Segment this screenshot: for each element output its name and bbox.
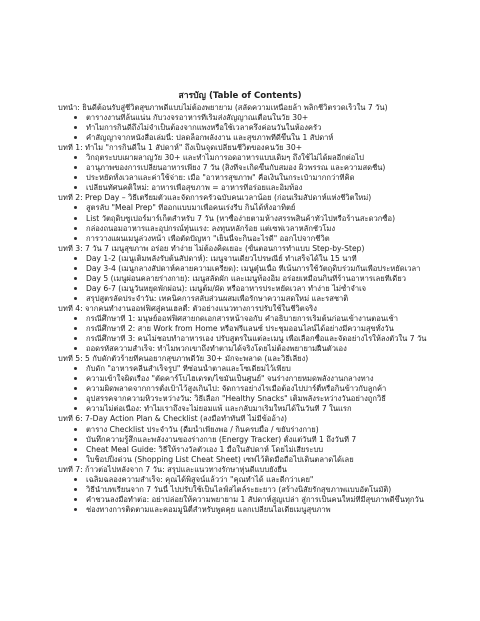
toc-item-list [0, 153, 480, 193]
toc-list-item: ใบช็อปปิ้งด่วน (Shopping List Cheat Sheet) เซฟไว้ติดมือถือไปเดินตลาดได้เลย [0, 455, 480, 465]
toc-list-item: อานุภาพของการเปลี่ยนอาหารเพียง 7 วัน (สิ่งที่จะเกิดขึ้นกับสมอง ผิวพรรณ และความสดชื่น) [0, 163, 480, 173]
toc-list-item: สรุปสูตรลัดประจำวัน: เทคนิคการสลับส่วนผสมเพื่อรักษาความสดใหม่ และรสชาติ [0, 294, 480, 304]
toc-list-item: สูตรลับ "Meal Prep" ที่ออกแบบมาเพื่อคนเร่งรีบ กินได้ทั้งอาทิตย์ [0, 203, 480, 213]
toc-list-item: คำชวนลงมือทำต่อ: อย่าปล่อยให้ความพยายาม 1 สัปดาห์สูญเปล่า สู่การเป็นคนใหม่ที่มีสุขภาพดีขึ้นทุกวัน [0, 495, 480, 505]
toc-item-list [0, 314, 480, 354]
toc-list-item: Day 5 (เมนูผ่อนคลายร่างกาย): เมนูสลัดผัก และเมนูท้องอิ่ม อร่อยเหมือนกินที่ร้านอาหารเลยทีเดียว [0, 274, 480, 284]
toc-item-list [0, 113, 480, 143]
toc-list-item: Day 3-4 (เมนูกลางสัปดาห์คลายความเครียด): เมนูตุ๋นเนื้อ ที่เน้นการใช้วัตถุดิบร่วมกันเพื่อประหยัดเวลา [0, 264, 480, 274]
toc-chapter-heading: บทที่ 7: ก้าวต่อไปหลังจาก 7 วัน: สรุปและแนวทางรักษาหุ่นดีแบบยั่งยืน [58, 464, 287, 474]
toc-list-item: ตารางงานที่ล้นแน่น กับวงจรอาหารที่เริ่มส่งสัญญาณเตือนในวัย 30+ [0, 113, 480, 123]
toc-list-item: ช่องทางการติดตามและคอมมูนิตี้สำหรับพูดคุย แลกเปลี่ยนไอเดียเมนูสุขภาพ [0, 505, 480, 515]
toc-list-item: Day 1-2 (เมนูเติมพลังรับต้นสัปดาห์): เมนูจานเดียวไปรษณีย์ ทำเสร็จได้ใน 15 นาที [0, 254, 480, 264]
toc-list-item: ตาราง Checklist ประจำวัน (ดื่มน้ำเพียงพอ / กินครบมื้อ / ขยับร่างกาย) [0, 425, 480, 435]
toc-list-item: ประหยัดทั้งเวลาและค่าใช้จ่าย: เมื่อ "อาหารสุขภาพ" คือเงินในกระเป๋ามากกว่าที่คิด [0, 173, 480, 183]
toc-list-item: Day 6-7 (เมนูวันหยุดพักผ่อน): เมนูต้ม/ผัด หรืออาหารประหยัดเวลา ทำง่าย ไม่ซ้ำจำเจ [0, 284, 480, 294]
toc-list-item: กรณีศึกษาที่ 3: คนไม่ชอบทำอาหารเอง ปรับสูตรในแต่ละเมนู เพื่อเลือกซื้อและจัดอย่างไรให้ลงตัวใน 7 วัน [0, 334, 480, 344]
toc-list-item: ทำไมการกินดีถึงไม่จำเป็นต้องจากแพงหรือใช้เวลาครึ่งค่อนวันในห้องครัว [0, 123, 480, 133]
toc-item-list [0, 203, 480, 243]
toc-list-item: ความผิดพลาดจากการตั้งเป้าไว้สูงเกินไป: จัดการอย่างไรเมื่อต้องไปปาร์ตี้หรือกินข้าวกับลูกค้า [0, 384, 480, 394]
toc-chapter-heading: บทที่ 3: 7 วัน 7 เมนูสุขภาพ อร่อย ทำง่าย ไม่ต้องคิดเยอะ (ขั้นตอนการทำแบบ Step-by-Step) [58, 243, 365, 253]
toc-list-item: ความไม่ต่อเนื่อง: ทำไมเราถึงจะไม่ยอมแพ้ และกลับมาเริ่มใหม่ได้ในวันที่ 7 ในแรก [0, 404, 480, 414]
toc-chapter-heading: บทที่ 1: ทำไม "การกินดีใน 1 สัปดาห์" ถึงเป็นจุดเปลี่ยนชีวิตของคนวัย 30+ [58, 143, 303, 153]
toc-list-item: บันทึกความรู้สึกและพลังงานของร่างกาย (Energy Tracker) ตั้งแต่วันที่ 1 ถึงวันที่ 7 [0, 435, 480, 445]
toc-list-item: เฉลิมฉลองความสำเร็จ: คุณได้พิสูจน์แล้วว่า "คุณทำได้ และดีกว่าเคย" [0, 475, 480, 485]
toc-list-item: ความเข้าใจผิดเรื่อง "ตัดคาร์โบไฮเดรต/ไขมันเป็นศูนย์" จนร่างกายหมดพลังงานกลางทาง [0, 374, 480, 384]
toc-list-item: คำสัญญาจากหนังสือเล่มนี้: ปลดล็อกพลังงาน และสุขภาพที่ดีขึ้นใน 1 สัปดาห์ [0, 133, 480, 143]
toc-list-item: ถอดรหัสความสำเร็จ: ทำไมพวกเขาถึงทำตามได้จริงโดยไม่ต้องพยายามฝืนตัวเอง [0, 344, 480, 354]
toc-list-item: วิธีนำบทเรียนจาก 7 วันนี้ ไปปรับใช้เป็นไลฟ์สไตล์ระยะยาว (สร้างนิสัยรักสุขภาพแบบอัตโนมัติ) [0, 485, 480, 495]
toc-chapter-heading: บทที่ 5: 5 กับดักตัวร้ายที่คนอยากสุขภาพดีวัย 30+ มักจะพลาด (และวิธีเลี่ยง) [58, 354, 309, 364]
toc-item-list [0, 475, 480, 515]
toc-chapter-heading: บทที่ 4: จากคนทำงานออฟฟิศสู่คนเฮลตี้: ตัวอย่างแนวทางการปรับใช้ในชีวิตจริง [58, 303, 317, 313]
toc-title: สารบัญ (Table of Contents) [178, 91, 302, 101]
toc-item-list [0, 425, 480, 465]
toc-list-item: Cheat Meal Guide: วิธีให้รางวัลตัวเอง 1 มื้อในสัปดาห์ โดยไม่เสียระบบ [0, 445, 480, 455]
toc-chapter-heading: บทนำ: ยินดีต้อนรับสู่ชีวิตสุขภาพดีแบบไม่ต้องพยายาม (สลัดความเหนื่อยล้า พลิกชีวิตรวดเร็วใน 7 วัน) [58, 103, 388, 112]
toc-chapter-heading: บทที่ 6: 7-Day Action Plan & Checklist (ลงมือทำทันที ไม่มีข้ออ้าง) [58, 414, 287, 424]
toc-list-item: อุปสรรคจากความหิวระหว่างวัน: วิธีเลือก "Healthy Snacks" เติมพลังระหว่างวันอย่างถูกวิธี [0, 394, 480, 404]
toc-list-item: List วัตถุดิบซูเปอร์มาร์เก็ตสำหรับ 7 วัน (หาซื้อง่ายตามห้างสรรพสินค้าทั่วไปหรือร้านสะดวกซื้อ) [0, 214, 480, 224]
toc-list-item: การวางแผนเมนูล่วงหน้า เพื่อตัดปัญหา "เย็นนี้จะกินอะไรดี" ออกไปจากชีวิต [0, 234, 480, 244]
toc-item-list [0, 254, 480, 304]
toc-list-item: กล่องถนอมอาหารและอุปกรณ์ทุ่นแรง: ลงทุนหลักร้อย แต่เซฟเวลาหลักชั่วโมง [0, 224, 480, 234]
toc-list-item: เปลี่ยนทัศนคติใหม่: อาหารเพื่อสุขภาพ = อาหารที่อร่อยและอิ่มท้อง [0, 183, 480, 193]
toc-list-item: วิกฤตระบบเผาผลาญวัย 30+ และทำไมการอดอาหารแบบเดิมๆ ถึงใช้ไม่ได้ผลอีกต่อไป [0, 153, 480, 163]
toc-list-item: กับดัก "อาหารคลีนสำเร็จรูป" ที่ซ่อนน้ำตาลและโซเดียมไว้เพียบ [0, 364, 480, 374]
toc-item-list [0, 364, 480, 414]
toc-list-item: กรณีศึกษาที่ 1: มนุษย์ออฟฟิศสายกดเอกสารหน้าจอกับ คำอธิบายการเริ่มต้นก่อนเข้างานตอนเช้า [0, 314, 480, 324]
toc-chapter-heading: บทที่ 2: Prep Day – วิธีเตรียมตัวและจัดการครัวฉบับคนเวลาน้อย (ก่อนเริ่มสัปดาห์แห่งชีวิตใหม่) [58, 193, 372, 203]
toc-list-item: กรณีศึกษาที่ 2: สาย Work from Home หรือฟรีแลนซ์ ประชุมออนไลน์ได้อย่างมีความสุขทั้งวัน [0, 324, 480, 334]
